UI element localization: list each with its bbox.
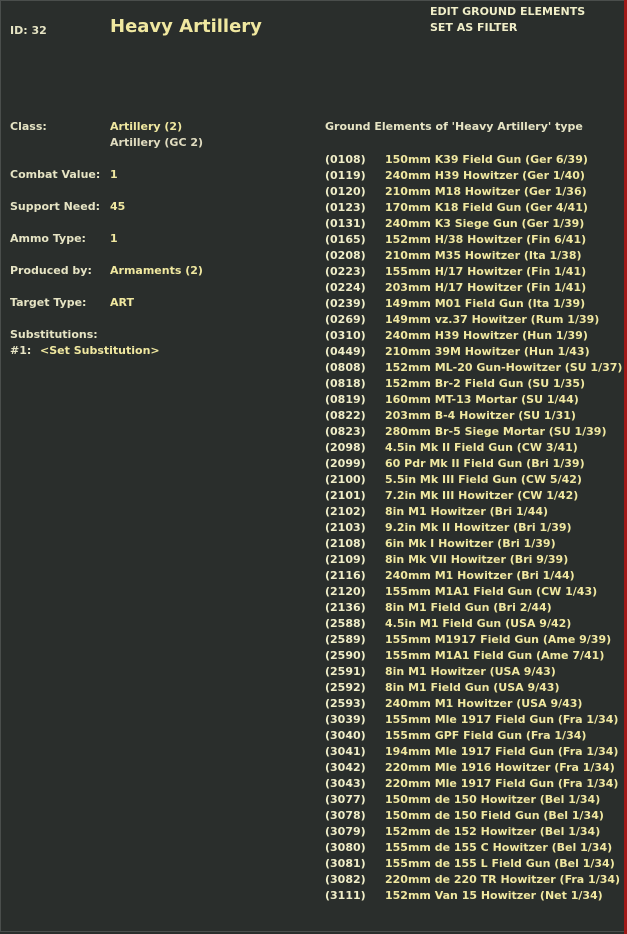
combat-value-label: Combat Value: <box>10 168 101 181</box>
ground-element-name[interactable]: 60 Pdr Mk II Field Gun (Bri 1/39) <box>385 457 585 470</box>
ground-element-name[interactable]: 4.5in Mk II Field Gun (CW 3/41) <box>385 441 578 454</box>
ground-element-name[interactable]: 240mm M1 Howitzer (Bri 1/44) <box>385 569 575 582</box>
ground-element-name[interactable]: 220mm Mle 1916 Howitzer (Fra 1/34) <box>385 761 615 774</box>
ground-element-id: (3042) <box>325 761 366 774</box>
edit-ground-elements-button[interactable]: EDIT GROUND ELEMENTS <box>430 5 586 18</box>
ground-element-name[interactable]: 210mm M18 Howitzer (Ger 1/36) <box>385 185 587 198</box>
ground-element-name[interactable]: 210mm 39M Howitzer (Hun 1/43) <box>385 345 590 358</box>
class-value: Artillery (2) <box>110 120 183 133</box>
list-item[interactable] <box>325 872 620 888</box>
ground-element-id: (3079) <box>325 825 366 838</box>
ground-element-id: (2108) <box>325 537 366 550</box>
list-item[interactable] <box>325 312 620 328</box>
ground-element-id: (2100) <box>325 473 366 486</box>
list-item[interactable] <box>325 696 620 712</box>
ground-element-id: (2102) <box>325 505 366 518</box>
list-item[interactable] <box>325 360 623 376</box>
substitution-number: #1: <box>10 344 32 357</box>
ground-element-name[interactable]: 150mm de 150 Field Gun (Bel 1/34) <box>385 809 604 822</box>
ground-element-name[interactable]: 152mm de 152 Howitzer (Bel 1/34) <box>385 825 601 838</box>
ground-element-name[interactable]: 6in Mk I Howitzer (Bri 1/39) <box>385 537 556 550</box>
ground-element-id: (3081) <box>325 857 366 870</box>
list-item[interactable] <box>325 408 620 424</box>
ground-element-name[interactable]: 152mm H/38 Howitzer (Fin 6/41) <box>385 233 587 246</box>
list-item[interactable] <box>325 744 620 760</box>
ground-element-name[interactable]: 220mm de 220 TR Howitzer (Fra 1/34) <box>385 873 621 886</box>
ground-element-name[interactable]: 150mm de 150 Howitzer (Bel 1/34) <box>385 793 601 806</box>
ground-element-id: (0822) <box>325 409 366 422</box>
ground-element-name[interactable]: 9.2in Mk II Howitzer (Bri 1/39) <box>385 521 572 534</box>
ground-element-name[interactable]: 152mm Br-2 Field Gun (SU 1/35) <box>385 377 586 390</box>
list-item[interactable] <box>325 488 620 504</box>
list-item[interactable] <box>325 216 620 232</box>
produced-by-value[interactable]: Armaments (2) <box>110 264 203 277</box>
ground-element-name[interactable]: 4.5in M1 Field Gun (USA 9/42) <box>385 617 572 630</box>
class-gc-value: Artillery (GC 2) <box>110 136 204 149</box>
list-item[interactable] <box>325 472 620 488</box>
list-item[interactable] <box>325 600 620 616</box>
ground-element-name[interactable]: 155mm H/17 Howitzer (Fin 1/41) <box>385 265 587 278</box>
ground-element-name[interactable]: 155mm GPF Field Gun (Fra 1/34) <box>385 729 587 742</box>
ground-element-name[interactable]: 160mm MT-13 Mortar (SU 1/44) <box>385 393 579 406</box>
support-need-value: 45 <box>110 200 126 213</box>
list-item[interactable] <box>325 536 620 552</box>
ground-element-id: (0239) <box>325 297 366 310</box>
ground-element-id: (2592) <box>325 681 366 694</box>
ammo-type-value: 1 <box>110 232 118 245</box>
ground-elements-header: Ground Elements of 'Heavy Artillery' type <box>325 120 583 133</box>
list-item[interactable] <box>325 504 620 520</box>
list-item[interactable] <box>325 840 620 856</box>
ground-element-name[interactable]: 149mm M01 Field Gun (Ita 1/39) <box>385 297 586 310</box>
ground-element-name[interactable]: 280mm Br-5 Siege Mortar (SU 1/39) <box>385 425 607 438</box>
ground-element-id: (0823) <box>325 425 366 438</box>
ground-element-id: (2098) <box>325 441 366 454</box>
ground-element-id: (0224) <box>325 281 366 294</box>
ground-element-id: (0269) <box>325 313 366 326</box>
list-item[interactable] <box>325 664 620 680</box>
set-as-filter-button[interactable]: SET AS FILTER <box>430 21 518 34</box>
ground-element-id: (3077) <box>325 793 366 806</box>
list-item[interactable] <box>325 392 620 408</box>
ground-element-name[interactable]: 240mm H39 Howitzer (Ger 1/40) <box>385 169 585 182</box>
produced-by-label: Produced by: <box>10 264 92 277</box>
list-item[interactable] <box>325 584 620 600</box>
ground-element-id: (0119) <box>325 169 366 182</box>
ground-element-id: (0120) <box>325 185 366 198</box>
ground-element-name[interactable]: 203mm B-4 Howitzer (SU 1/31) <box>385 409 576 422</box>
combat-value: 1 <box>110 168 118 181</box>
ground-element-name[interactable]: 152mm ML-20 Gun-Howitzer (SU 1/37) <box>385 361 623 374</box>
ammo-type-label: Ammo Type: <box>10 232 86 245</box>
ground-element-name[interactable]: 240mm M1 Howitzer (USA 9/43) <box>385 697 583 710</box>
ground-element-id: (3043) <box>325 777 366 790</box>
ground-element-name[interactable]: 240mm K3 Siege Gun (Ger 1/39) <box>385 217 585 230</box>
ground-element-id: (2116) <box>325 569 366 582</box>
list-item[interactable] <box>325 440 620 456</box>
ground-element-id: (2588) <box>325 617 366 630</box>
list-item[interactable] <box>325 232 620 248</box>
list-item[interactable] <box>325 712 620 728</box>
ground-element-name[interactable]: 155mm M1917 Field Gun (Ame 9/39) <box>385 633 612 646</box>
ground-element-name[interactable]: 240mm H39 Howitzer (Hun 1/39) <box>385 329 588 342</box>
ground-element-name[interactable]: 220mm Mle 1917 Field Gun (Fra 1/34) <box>385 777 619 790</box>
ground-element-name[interactable]: 210mm M35 Howitzer (Ita 1/38) <box>385 249 582 262</box>
ground-element-name[interactable]: 155mm M1A1 Field Gun (Ame 7/41) <box>385 649 605 662</box>
ground-element-id: (2593) <box>325 697 366 710</box>
ground-element-id: (2099) <box>325 457 366 470</box>
list-item[interactable] <box>325 520 620 536</box>
list-item[interactable] <box>325 728 620 744</box>
list-item[interactable] <box>325 568 620 584</box>
list-item[interactable] <box>325 648 620 664</box>
list-item[interactable] <box>325 264 620 280</box>
list-item[interactable] <box>325 184 620 200</box>
ground-element-id: (2589) <box>325 633 366 646</box>
list-item[interactable] <box>325 328 620 344</box>
list-item[interactable] <box>325 792 620 808</box>
ground-element-id: (0449) <box>325 345 366 358</box>
target-type-value: ART <box>110 296 134 309</box>
ground-element-id: (0808) <box>325 361 366 374</box>
ground-element-id: (0223) <box>325 265 366 278</box>
ground-element-name[interactable]: 8in M1 Howitzer (USA 9/43) <box>385 665 556 678</box>
ground-element-name[interactable]: 194mm Mle 1917 Field Gun (Fra 1/34) <box>385 745 619 758</box>
ground-element-id: (3040) <box>325 729 366 742</box>
list-item[interactable] <box>325 888 620 904</box>
ground-element-id: (0108) <box>325 153 366 166</box>
substitutions-label: Substitutions: <box>10 328 98 341</box>
ground-element-name[interactable]: 8in Mk VII Howitzer (Bri 9/39) <box>385 553 569 566</box>
ground-element-name[interactable]: 8in M1 Field Gun (Bri 2/44) <box>385 601 552 614</box>
class-label: Class: <box>10 120 47 133</box>
ground-element-id: (3078) <box>325 809 366 822</box>
list-item[interactable] <box>325 168 620 184</box>
ground-element-id: (0310) <box>325 329 366 342</box>
element-id-label: ID: 32 <box>10 24 47 37</box>
ground-element-name[interactable]: 152mm Van 15 Howitzer (Net 1/34) <box>385 889 603 902</box>
set-substitution-link[interactable]: <Set Substitution> <box>40 344 160 357</box>
ground-element-name[interactable]: 8in M1 Howitzer (Bri 1/44) <box>385 505 549 518</box>
target-type-label: Target Type: <box>10 296 87 309</box>
ground-element-id: (0208) <box>325 249 366 262</box>
list-item[interactable] <box>325 296 620 312</box>
list-item[interactable] <box>325 376 620 392</box>
ground-element-id: (2120) <box>325 585 366 598</box>
ground-element-name[interactable]: 7.2in Mk III Howitzer (CW 1/42) <box>385 489 579 502</box>
ground-element-name[interactable]: 203mm H/17 Howitzer (Fin 1/41) <box>385 281 587 294</box>
ground-element-id: (0819) <box>325 393 366 406</box>
list-item[interactable] <box>325 760 620 776</box>
list-item[interactable] <box>325 200 620 216</box>
ground-element-name[interactable]: 170mm K18 Field Gun (Ger 4/41) <box>385 201 588 214</box>
ground-element-id: (2101) <box>325 489 366 502</box>
list-item[interactable] <box>325 248 620 264</box>
ground-elements-list <box>325 152 623 904</box>
list-item[interactable] <box>325 808 620 824</box>
ground-element-id: (3082) <box>325 873 366 886</box>
list-item[interactable] <box>325 680 620 696</box>
ground-element-id: (2590) <box>325 649 366 662</box>
list-item[interactable] <box>325 616 620 632</box>
list-item[interactable] <box>325 824 620 840</box>
list-item[interactable] <box>325 152 620 168</box>
ground-element-name[interactable]: 8in M1 Field Gun (USA 9/43) <box>385 681 560 694</box>
ground-element-id: (3039) <box>325 713 366 726</box>
list-item[interactable] <box>325 456 620 472</box>
ground-element-name[interactable]: 5.5in Mk III Field Gun (CW 5/42) <box>385 473 582 486</box>
ground-element-id: (2136) <box>325 601 366 614</box>
list-item[interactable] <box>325 344 620 360</box>
list-item[interactable] <box>325 552 620 568</box>
ground-element-name[interactable]: 155mm Mle 1917 Field Gun (Fra 1/34) <box>385 713 619 726</box>
list-item[interactable] <box>325 632 620 648</box>
ground-element-id: (0123) <box>325 201 366 214</box>
ground-element-id: (0165) <box>325 233 366 246</box>
ground-element-name[interactable]: 155mm de 155 L Field Gun (Bel 1/34) <box>385 857 615 870</box>
page-title: Heavy Artillery <box>110 16 262 37</box>
ground-element-name[interactable]: 149mm vz.37 Howitzer (Rum 1/39) <box>385 313 600 326</box>
ground-element-id: (0818) <box>325 377 366 390</box>
ground-element-id: (2109) <box>325 553 366 566</box>
ground-element-name[interactable]: 155mm M1A1 Field Gun (CW 1/43) <box>385 585 598 598</box>
support-need-label: Support Need: <box>10 200 100 213</box>
ground-element-name[interactable]: 150mm K39 Field Gun (Ger 6/39) <box>385 153 588 166</box>
ground-element-id: (3111) <box>325 889 366 902</box>
list-item[interactable] <box>325 856 620 872</box>
ground-element-id: (3080) <box>325 841 366 854</box>
ground-element-id: (2591) <box>325 665 366 678</box>
list-item[interactable] <box>325 776 620 792</box>
ground-element-id: (2103) <box>325 521 366 534</box>
list-item[interactable] <box>325 424 620 440</box>
ground-element-id: (0131) <box>325 217 366 230</box>
ground-element-id: (3041) <box>325 745 366 758</box>
ground-element-name[interactable]: 155mm de 155 C Howitzer (Bel 1/34) <box>385 841 613 854</box>
list-item[interactable] <box>325 280 620 296</box>
